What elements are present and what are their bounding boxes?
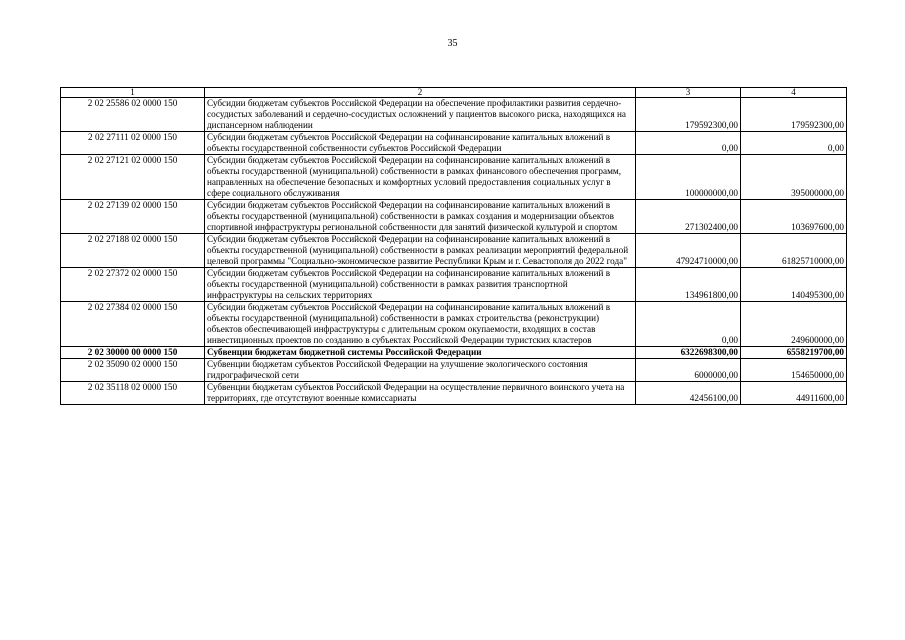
budget-code-cell: 2 02 27121 02 0000 150: [61, 155, 205, 200]
year2-amount-cell: 140495300,00: [741, 268, 847, 302]
description-cell: Субсидии бюджетам субъектов Российской Федерации на софинансирование капитальных вложений в объекты государственной (муниципальной) собственности в рамках финансового обеспечения программ, направленных на обеспечение безопасных и комфортных условий предоставления социальных услуг в сфере социального обслуживания: [205, 155, 636, 200]
column-header-4: 4: [741, 88, 847, 98]
table-row: [61, 132, 847, 155]
year1-amount-cell: 100000000,00: [636, 155, 741, 200]
description-cell: Субвенции бюджетам субъектов Российской Федерации на осуществление первичного воинского учета на территориях, где отсутствуют военные комиссариаты: [205, 382, 636, 405]
year1-amount-cell: 42456100,00: [636, 382, 741, 405]
year2-amount-cell: 61825710000,00: [741, 234, 847, 268]
budget-code-cell: 2 02 27188 02 0000 150: [61, 234, 205, 268]
description-cell: Субсидии бюджетам субъектов Российской Федерации на софинансирование капитальных вложений в объекты государственной (муниципальной) собственности в рамках создания и модернизации объектов спортивной инфраструктуры региональной собственности для занятий физической культурой и спортом: [205, 200, 636, 234]
table-row: [61, 382, 847, 405]
table-row: [61, 200, 847, 234]
description-cell: Субсидии бюджетам субъектов Российской Федерации на софинансирование капитальных вложений в объекты государственной (муниципальной) собственности в рамках реализации мероприятий федеральной целевой программы "Социально-экономическое развитие Республики Крым и г. Севастополя до 2022 года": [205, 234, 636, 268]
year2-amount-cell: 103697600,00: [741, 200, 847, 234]
table-header-row: [61, 88, 847, 98]
budget-code-cell: 2 02 27372 02 0000 150: [61, 268, 205, 302]
page-number: 35: [447, 38, 458, 49]
year2-amount-cell: 0,00: [741, 132, 847, 155]
budget-code-cell: 2 02 35118 02 0000 150: [61, 382, 205, 405]
year1-amount-cell: 0,00: [636, 132, 741, 155]
table-row: [61, 234, 847, 268]
year1-amount-cell: 134961800,00: [636, 268, 741, 302]
budget-code-cell: 2 02 25586 02 0000 150: [61, 98, 205, 132]
year1-amount-cell: 0,00: [636, 302, 741, 347]
year2-amount-cell: 154650000,00: [741, 359, 847, 382]
year2-amount-cell: 44911600,00: [741, 382, 847, 405]
table-row: [61, 155, 847, 200]
description-cell: Субсидии бюджетам субъектов Российской Федерации на софинансирование капитальных вложений в объекты государственной (муниципальной) собственности в рамках развития транспортной инфраструктуры на сельских территориях: [205, 268, 636, 302]
table-row: [61, 359, 847, 382]
year2-amount-cell: 395000000,00: [741, 155, 847, 200]
year1-amount-cell: 6000000,00: [636, 359, 741, 382]
year2-amount-cell: 179592300,00: [741, 98, 847, 132]
description-cell: Субвенции бюджетам субъектов Российской Федерации на улучшение экологического состояния гидрографической сети: [205, 359, 636, 382]
year1-amount-cell: 271302400,00: [636, 200, 741, 234]
budget-code-cell: 2 02 27139 02 0000 150: [61, 200, 205, 234]
column-header-2: 2: [205, 88, 636, 98]
budget-code-cell: 2 02 27111 02 0000 150: [61, 132, 205, 155]
description-cell: Субсидии бюджетам субъектов Российской Федерации на софинансирование капитальных вложений в объекты государственной собственности субъектов Российской Федерации: [205, 132, 636, 155]
year1-amount-cell: 6322698300,00: [636, 347, 741, 359]
year1-amount-cell: 47924710000,00: [636, 234, 741, 268]
budget-code-cell: 2 02 35090 02 0000 150: [61, 359, 205, 382]
table-row: [61, 302, 847, 347]
budget-code-cell: 2 02 27384 02 0000 150: [61, 302, 205, 347]
year2-amount-cell: 6558219700,00: [741, 347, 847, 359]
year2-amount-cell: 249600000,00: [741, 302, 847, 347]
year1-amount-cell: 179592300,00: [636, 98, 741, 132]
column-header-1: 1: [61, 88, 205, 98]
table-row: [61, 268, 847, 302]
budget-table: [60, 87, 847, 405]
description-cell: Субсидии бюджетам субъектов Российской Федерации на обеспечение профилактики развития сердечно-сосудистых заболеваний и сердечно-сосудистых осложнений у пациентов высокого риска, находящихся на диспансерном наблюдении: [205, 98, 636, 132]
table-row: [61, 347, 847, 359]
description-cell: Субсидии бюджетам субъектов Российской Федерации на софинансирование капитальных вложений в объекты государственной (муниципальной) собственности в рамках строительства (реконструкции) объектов обеспечивающей инфраструктуры с длительным сроком окупаемости, входящих в состав инвестиционных проектов по созданию в субъектах Российской Федерации туристских кластеров: [205, 302, 636, 347]
description-cell: Субвенции бюджетам бюджетной системы Российской Федерации: [205, 347, 636, 359]
budget-code-cell: 2 02 30000 00 0000 150: [61, 347, 205, 359]
table-row: [61, 98, 847, 132]
column-header-3: 3: [636, 88, 741, 98]
